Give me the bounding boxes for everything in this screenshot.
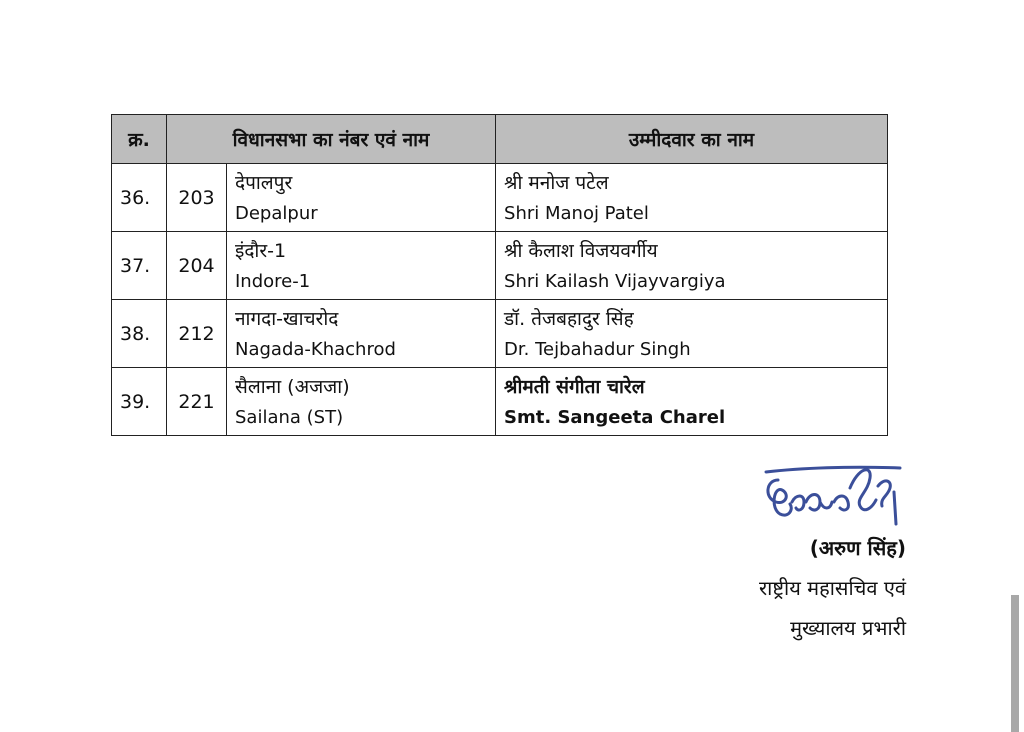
candidate-name-hindi: डॉ. तेजबहादुर सिंह <box>504 307 634 330</box>
assembly-name-english: Nagada-Khachrod <box>235 338 396 360</box>
assembly-name-hindi: सैलाना (अजजा) <box>235 375 350 398</box>
candidate-name-hindi: श्रीमती संगीता चारेल <box>504 375 645 398</box>
serial-number: 37. <box>112 232 167 300</box>
assembly-number: 204 <box>167 232 227 300</box>
signatory-designation-line2: मुख्यालय प्रभारी <box>790 616 906 640</box>
serial-number: 38. <box>112 300 167 368</box>
assembly-name-cell <box>227 300 496 368</box>
candidate-name-english: Shri Kailash Vijayvargiya <box>504 270 726 292</box>
serial-number: 36. <box>112 164 167 232</box>
assembly-name-hindi: देपालपुर <box>235 171 293 194</box>
candidate-cell <box>496 164 888 232</box>
header-serial: क्र. <box>112 115 167 164</box>
candidate-table <box>111 114 888 436</box>
candidate-name-english: Shri Manoj Patel <box>504 202 649 224</box>
assembly-name-english: Indore-1 <box>235 270 311 292</box>
header-assembly: विधानसभा का नंबर एवं नाम <box>167 115 496 164</box>
assembly-number: 203 <box>167 164 227 232</box>
candidate-name-english: Dr. Tejbahadur Singh <box>504 338 691 360</box>
table-header-row <box>112 115 888 164</box>
assembly-name-cell <box>227 368 496 436</box>
vertical-scrollbar[interactable] <box>1011 595 1019 732</box>
candidate-cell <box>496 232 888 300</box>
assembly-name-cell <box>227 164 496 232</box>
candidate-name-hindi: श्री कैलाश विजयवर्गीय <box>504 239 658 262</box>
assembly-name-english: Depalpur <box>235 202 318 224</box>
assembly-name-hindi: इंदौर-1 <box>235 239 287 262</box>
candidate-name-english: Smt. Sangeeta Charel <box>504 406 726 428</box>
handwritten-signature <box>760 458 910 530</box>
signatory-designation: राष्ट्रीय महासचिव एवं <box>759 576 906 600</box>
signatory-name: (अरुण सिंह) <box>809 536 906 560</box>
assembly-number: 212 <box>167 300 227 368</box>
table-row <box>112 232 888 300</box>
serial-number: 39. <box>112 368 167 436</box>
candidate-name-hindi: श्री मनोज पटेल <box>504 171 609 194</box>
header-candidate: उम्मीदवार का नाम <box>496 115 888 164</box>
candidate-cell <box>496 300 888 368</box>
table-row <box>112 368 888 436</box>
table-row <box>112 164 888 232</box>
table-row <box>112 300 888 368</box>
assembly-name-hindi: नागदा-खाचरोद <box>235 307 339 330</box>
candidate-cell <box>496 368 888 436</box>
assembly-number: 221 <box>167 368 227 436</box>
assembly-name-english: Sailana (ST) <box>235 406 344 428</box>
assembly-name-cell <box>227 232 496 300</box>
